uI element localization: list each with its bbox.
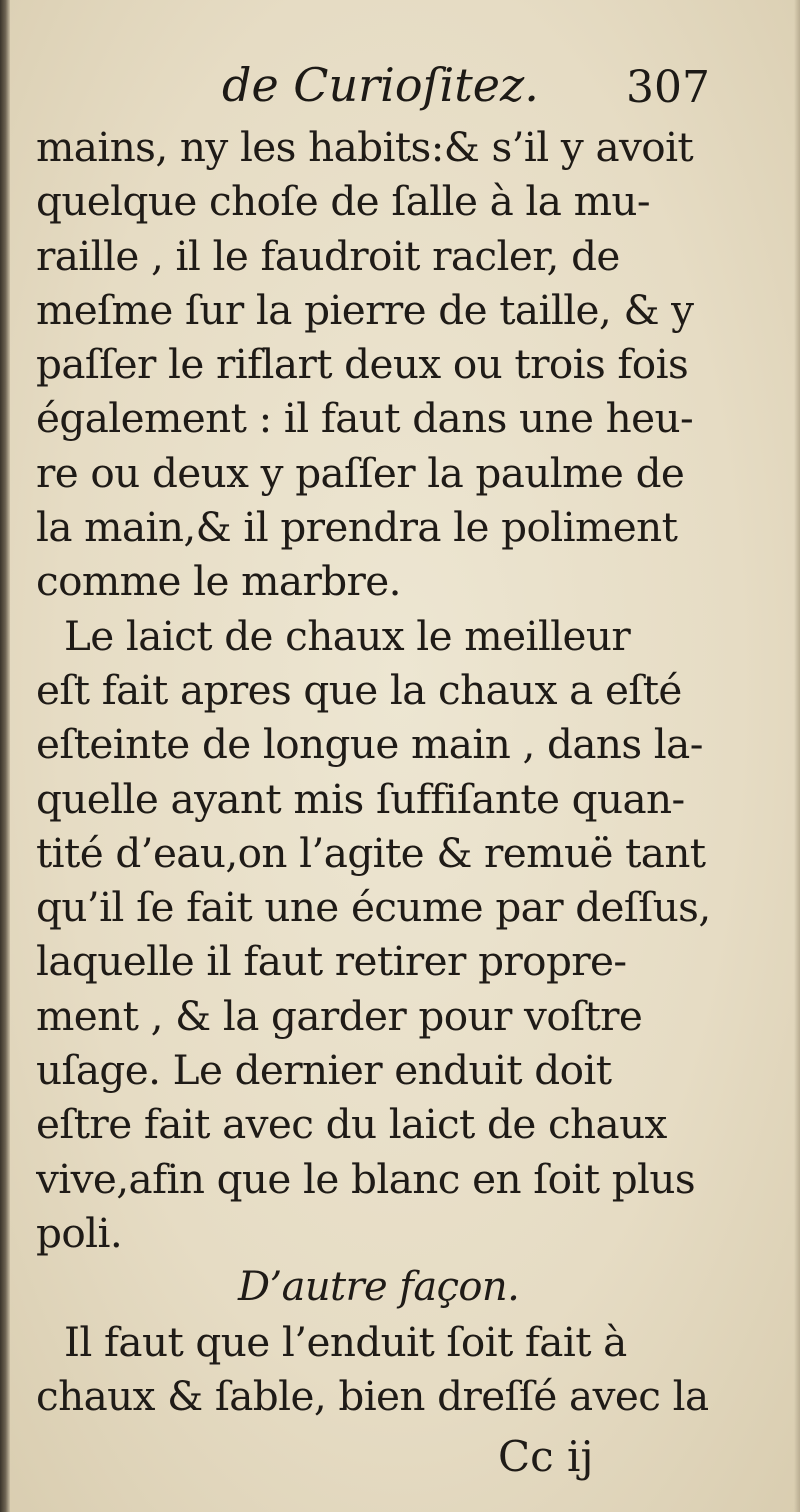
binding-gutter [0, 0, 10, 1512]
text-line: eſtre fait avec du laict de chaux [36, 1100, 667, 1149]
text-line: la main,& il prendra le poliment [36, 503, 678, 552]
page-number: 307 [626, 62, 710, 113]
text-line: chaux & ſable, bien dreſſé avec la [36, 1371, 709, 1420]
text-line: uſage. Le dernier enduit doit [36, 1046, 612, 1095]
paragraph-start-line: Le laict de chaux le meilleur [64, 611, 631, 660]
text-line: ment , & la garder pour voſtre [36, 991, 643, 1040]
running-head: de Curioſitez. [222, 58, 539, 112]
text-line: quelque choſe de ſalle à la mu- [36, 177, 650, 226]
paragraph-start-line: Il faut que l’enduit ſoit fait à [64, 1317, 627, 1366]
text-line: poli. [36, 1208, 123, 1257]
text-line: eſt fait apres que la chaux a eſté [36, 665, 682, 714]
body-text [36, 120, 764, 1423]
text-line: tité d’eau,on l’agite & remuë tant [36, 828, 706, 877]
text-line: paſſer le riflart deux ou trois fois [36, 340, 689, 389]
text-line: quelle ayant mis ſuffiſante quan- [36, 774, 685, 823]
text-line: comme le marbre. [36, 557, 401, 606]
text-line: re ou deux y paſſer la paulme de [36, 448, 685, 497]
text-line: meſme ſur la pierre de taille, & y [36, 285, 694, 334]
text-line: mains, ny les habits:& s’il y avoit [36, 123, 694, 171]
signature-mark: Cc ij [498, 1432, 594, 1481]
text-line: vive,afin que le blanc en ſoit plus [36, 1154, 696, 1203]
text-line: qu’il ſe fait une écume par deſſus, [36, 883, 711, 932]
text-line: laquelle il faut retirer propre- [36, 937, 627, 986]
text-line: raille , il le faudroit racler, de [36, 231, 620, 280]
text-line: eſteinte de longue main , dans la- [36, 720, 703, 769]
page-edge-shadow [794, 0, 800, 1512]
section-heading: D’autre façon. [238, 1264, 520, 1311]
text-line: également : il faut dans une heu- [36, 394, 694, 443]
page-header [0, 58, 800, 128]
